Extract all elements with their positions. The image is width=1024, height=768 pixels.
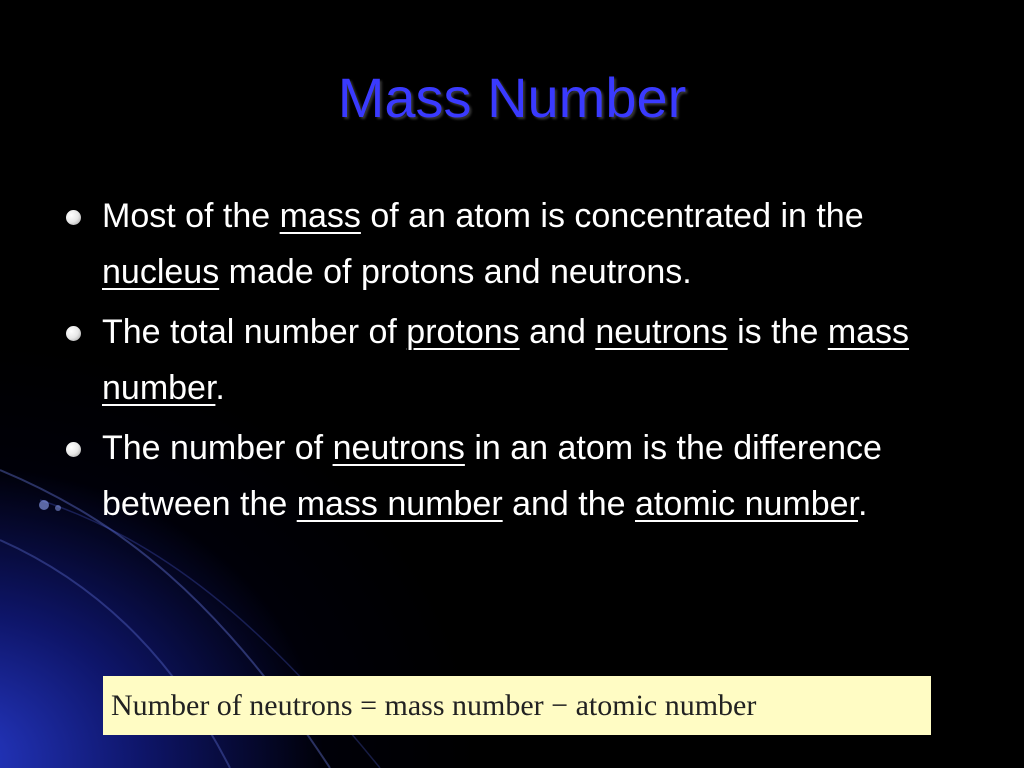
key-term: mass <box>279 197 361 235</box>
key-term: neutrons <box>332 429 465 467</box>
text-run: and <box>519 313 596 351</box>
text-run: of an atom is concentrated in the <box>360 197 864 235</box>
bullet-text <box>102 429 882 523</box>
bullet-text <box>102 197 864 291</box>
bullet-item <box>60 420 960 532</box>
text-run: The number of <box>102 429 333 467</box>
key-term: nucleus <box>102 253 220 291</box>
text-run: and the <box>502 485 636 523</box>
text-run: Most of the <box>102 197 280 235</box>
text-run: made of protons and neutrons. <box>219 253 692 291</box>
text-run: is the <box>727 313 828 351</box>
text-run: . <box>215 369 225 407</box>
formula-box: Number of neutrons = mass number − atomic number <box>103 676 931 735</box>
key-term: atomic number <box>635 485 859 523</box>
bullet-dot-icon <box>66 326 81 341</box>
key-term: neutrons <box>595 313 728 351</box>
text-run: . <box>858 485 868 523</box>
key-term: mass number <box>296 485 503 523</box>
bullet-item <box>60 304 960 416</box>
bullet-dot-icon <box>66 442 81 457</box>
slide-title: Mass Number <box>337 66 687 129</box>
key-term: mass number <box>102 313 910 407</box>
text-run: The total number of <box>102 313 407 351</box>
key-term: protons <box>406 313 520 351</box>
bullet-list <box>60 188 960 536</box>
bullet-item <box>60 188 960 300</box>
bullet-text <box>102 313 909 407</box>
text-run: in an atom is the difference between the <box>102 429 882 523</box>
bullet-dot-icon <box>66 210 81 225</box>
